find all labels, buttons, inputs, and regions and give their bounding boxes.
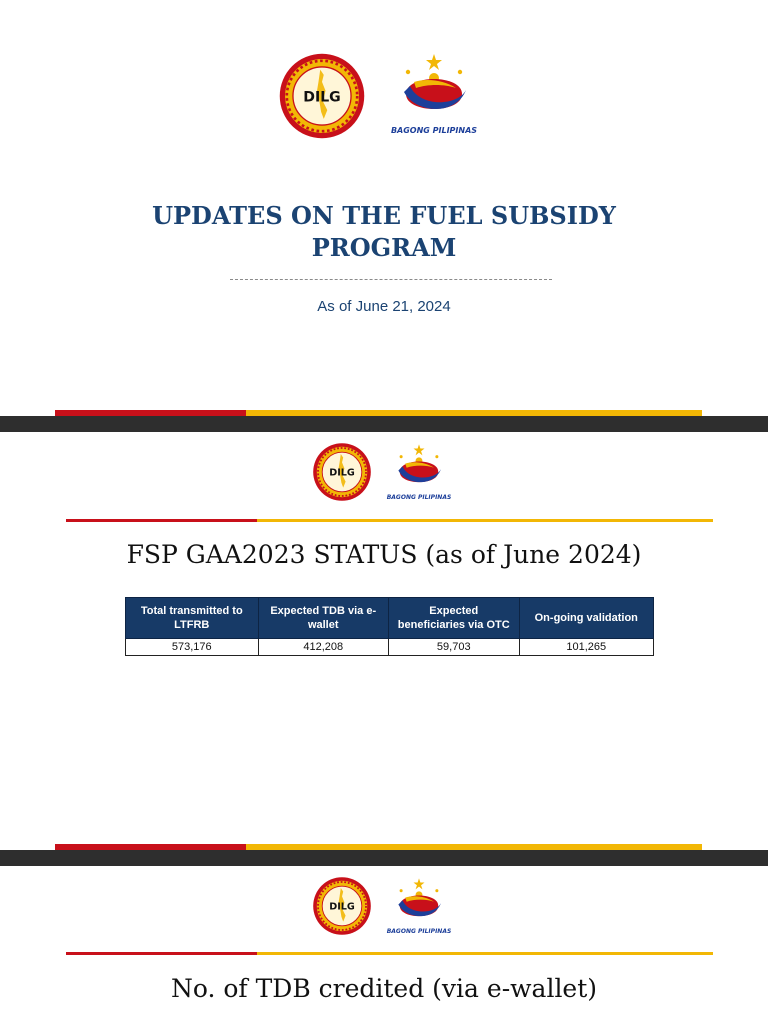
slide-separator <box>0 844 768 866</box>
dilg-seal-icon <box>312 876 372 936</box>
column-header: On-going validation <box>519 598 653 639</box>
seal-text: DILG <box>329 467 355 479</box>
table-cell: 101,265 <box>519 639 653 656</box>
column-header: Total transmitted to LTFRB <box>126 598 259 639</box>
bagong-pilipinas-label: BAGONG PILIPINAS <box>386 928 452 935</box>
dilg-seal-icon <box>312 442 372 502</box>
page-title <box>100 200 668 264</box>
status-table <box>125 597 654 656</box>
page-title-line-1: UPDATES ON THE FUEL SUBSIDY <box>152 201 616 230</box>
column-header: Expected beneficiaries via OTC <box>388 598 519 639</box>
bagong-pilipinas-logo <box>386 52 482 135</box>
separator-dark-bar <box>0 850 768 867</box>
as-of-date: As of June 21, 2024 <box>317 298 451 315</box>
header-rule <box>66 519 713 522</box>
bagong-pilipinas-icon <box>386 442 452 492</box>
bagong-pilipinas-label: BAGONG PILIPINAS <box>386 494 452 501</box>
title-divider <box>230 279 552 280</box>
table-cell: 573,176 <box>126 639 259 656</box>
dilg-seal-icon <box>278 52 366 140</box>
slide-separator <box>0 410 768 432</box>
page-title-line-2: PROGRAM <box>311 233 457 262</box>
bagong-pilipinas-icon <box>386 876 452 926</box>
table-row <box>126 639 654 656</box>
bagong-pilipinas-logo <box>386 876 452 935</box>
seal-text: DILG <box>329 901 355 913</box>
slide-title: FSP GAA2023 STATUS (as of June 2024) <box>126 540 642 569</box>
seal-text: DILG <box>303 89 341 106</box>
column-header: Expected TDB via e-wallet <box>258 598 388 639</box>
logo-group <box>278 52 482 140</box>
table-cell: 59,703 <box>388 639 519 656</box>
slide-title: No. of TDB credited (via e-wallet) <box>170 974 598 1003</box>
slide-title-page <box>0 0 768 415</box>
header-rule <box>66 952 713 955</box>
table-cell: 412,208 <box>258 639 388 656</box>
logo-group <box>312 442 452 502</box>
separator-dark-bar <box>0 416 768 433</box>
bagong-pilipinas-label: BAGONG PILIPINAS <box>390 126 478 135</box>
bagong-pilipinas-logo <box>386 442 452 501</box>
slide-status <box>0 432 768 850</box>
table-header-row <box>126 598 654 639</box>
bagong-pilipinas-icon <box>386 52 482 122</box>
logo-group <box>312 876 452 936</box>
slide-tdb-credited <box>0 866 768 1024</box>
